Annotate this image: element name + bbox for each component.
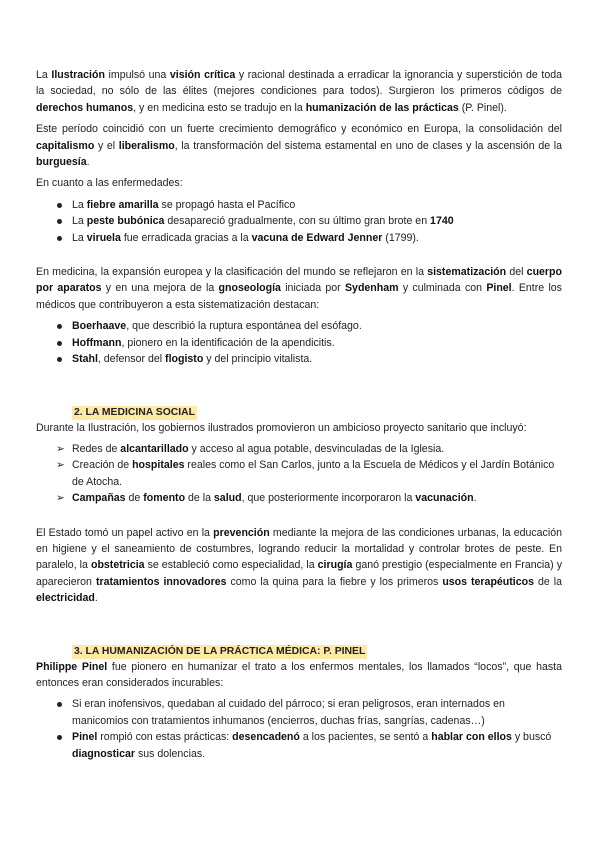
list-item: Hoffmann, pionero en la identificación de la apendicitis. (36, 335, 562, 351)
bullet-icon (57, 735, 62, 740)
doctors-list (36, 318, 562, 367)
bullet-icon (57, 203, 62, 208)
bold-term: liberalismo (118, 139, 175, 152)
section-2-heading: 2. LA MEDICINA SOCIAL (74, 406, 196, 418)
bold-term: Hoffmann (72, 336, 122, 349)
bold-term: burguesía (36, 156, 87, 169)
bold-term: vacunación (415, 492, 474, 505)
intro-paragraph-2: Este período coincidió con un fuerte crecimiento demográfico y económico en Europa, la consolidación del capitalismo y el liberalismo, la transformación del sistema estamental en uno de clases y la ascensión de la burguesía. (36, 123, 562, 169)
arrow-bullet-icon: ➢ (56, 492, 65, 505)
list-item: Stahl, defensor del flogisto y del principio vitalista. (36, 351, 562, 367)
section-2-paragraph-1: Durante la Ilustración, los gobiernos ilustrados promovieron un ambicioso proyecto sanitario que incluyó: (36, 421, 527, 434)
bold-term: Boerhaave (72, 320, 127, 333)
bold-term: fiebre amarilla (86, 198, 159, 211)
bold-term: hospitales (132, 459, 185, 472)
intro-paragraph-3: En cuanto a las enfermedades: (36, 177, 183, 190)
bold-term: tratamientos innovadores (95, 575, 227, 588)
bold-term: humanización de las prácticas (305, 101, 459, 114)
bold-term: salud (213, 492, 242, 505)
bold-term: Campañas (72, 492, 126, 505)
bold-term: capitalismo (36, 139, 95, 152)
bold-term: sistematización (427, 266, 507, 279)
bold-term: 1740 (430, 215, 454, 228)
list-item: La viruela fue erradicada gracias a la vacuna de Edward Jenner (1799). (36, 230, 562, 246)
bold-term: electricidad (36, 592, 95, 605)
bold-term: alcantarillado (120, 442, 189, 455)
bold-term: obstetricia (90, 559, 145, 572)
bold-term: vacuna de Edward Jenner (251, 231, 383, 244)
bold-term: peste bubónica (86, 215, 165, 228)
section-3-heading: 3. LA HUMANIZACIÓN DE LA PRÁCTICA MÉDICA: P. PINEL (74, 645, 366, 657)
pinel-list (36, 696, 562, 762)
list-item: Pinel rompió con estas prácticas: desencadenó a los pacientes, se sentó a hablar con ellos y buscó diagnosticar sus dolencias. (36, 729, 562, 762)
section-2-paragraph-2: El Estado tomó un papel activo en la prevención mediante la mejora de las condiciones urbanas, la educación en higiene y el saneamiento de costumbres, logrando reducir la mortalidad y controlar brotes de peste. En paralelo, la obstetricia se estableció como especialidad, la cirugía ganó prestigio (especialmente en Francia) y aparecieron tratamientos innovadores como la quina para la fiebre y los primeros usos terapéuticos de la electricidad. (36, 526, 563, 605)
bold-term: gnoseología (218, 282, 281, 295)
list-item: ➢ Creación de hospitales reales como el San Carlos, junto a la Escuela de Médicos y el Jardín Botánico de Atocha. (56, 459, 555, 488)
intro-paragraph-1: La Ilustración impulsó una visión crítica y racional destinada a erradicar la ignorancia y superstición de toda la sociedad, no sólo de las élites (mejores condiciones para todos). Surgieron los primeros códigos de derechos humanos, y en medicina esto se tradujo en la humanización de las prácticas (P. Pinel). (36, 69, 563, 114)
bold-term: diagnosticar (72, 747, 135, 760)
bullet-icon (57, 341, 62, 346)
list-item: ➢ Redes de alcantarillado y acceso al agua potable, desvinculadas de la Iglesia. (36, 441, 562, 457)
intro-paragraph-4: En medicina, la expansión europea y la clasificación del mundo se reflejaron en la sistematización del cuerpo por aparatos y en una mejora de la gnoseología iniciada por Sydenham y culminada con Pinel. Entre los médicos que contribuyeron a esta sistematización destacan: (36, 266, 562, 311)
bold-term: Philippe Pinel (36, 660, 108, 673)
bold-term: Ilustración (51, 69, 105, 81)
bold-term: fomento (143, 492, 186, 505)
list-item: Si eran inofensivos, quedaban al cuidado del párroco; si eran peligrosos, eran internados en manicomios con tratamientos inhumanos (encierros, duchas frías, sangrías, cadenas…) (36, 696, 562, 729)
health-measures-list (36, 441, 562, 507)
list-item: La peste bubónica desapareció gradualmente, con su último gran brote en 1740 (36, 213, 562, 229)
bold-term: desencadenó (232, 731, 300, 744)
bold-term: hablar con ellos (431, 731, 512, 744)
list-item: La fiebre amarilla se propagó hasta el Pacífico (36, 197, 562, 213)
bold-term: usos terapéuticos (442, 575, 535, 588)
bold-term: Sydenham (344, 282, 399, 295)
bold-term: flogisto (165, 353, 204, 366)
bold-term: prevención (213, 526, 270, 539)
bold-term: derechos humanos (36, 101, 134, 114)
bold-term: Stahl (72, 353, 98, 366)
bullet-icon (57, 219, 62, 224)
bold-term: cuerpo por aparatos (36, 266, 562, 295)
bullet-icon (57, 357, 62, 362)
bullet-icon (57, 702, 62, 707)
bold-term: visión crítica (169, 69, 236, 81)
bold-term: Pinel (486, 282, 512, 295)
bold-term: viruela (86, 231, 121, 244)
arrow-bullet-icon: ➢ (56, 459, 65, 472)
bold-term: cirugía (317, 559, 353, 572)
arrow-bullet-icon: ➢ (56, 442, 65, 455)
bold-term: Pinel (72, 731, 98, 744)
list-item: Boerhaave, que describió la ruptura espontánea del esófago. (36, 318, 562, 334)
diseases-list (36, 197, 562, 246)
bullet-icon (57, 324, 62, 329)
section-3-paragraph-1: Philippe Pinel fue pionero en humanizar el trato a los enfermos mentales, los llamados “locos”, que hasta entonces eran considerados incurables: (36, 660, 562, 689)
bullet-icon (57, 236, 62, 241)
list-item: ➢ Campañas de fomento de la salud, que posteriormente incorporaron la vacunación. (36, 490, 562, 506)
